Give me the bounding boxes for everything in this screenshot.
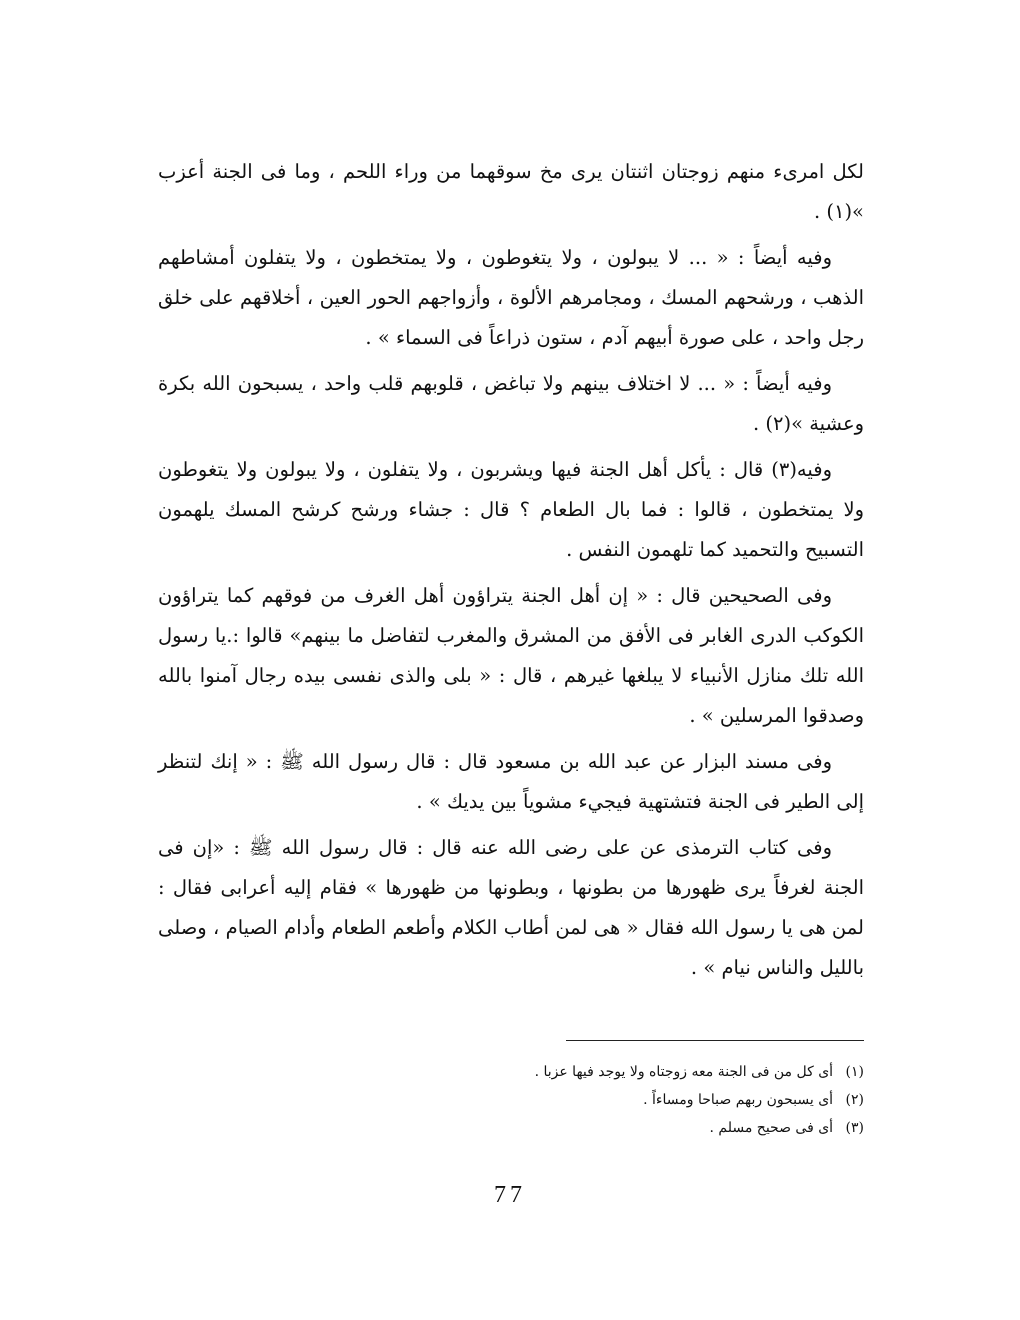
paragraph-6: وفى مسند البزار عن عبد الله بن مسعود قال : قال رسول الله ﷺ : « إنك لتنظر إلى الطير فى الجنة فتشتهية فيجيء مشوياً بين يديك » . bbox=[158, 750, 864, 813]
footnote-1 bbox=[300, 1058, 864, 1086]
footnote-text: أى فى صحيح مسلم . bbox=[709, 1120, 834, 1136]
paragraph-1: لكل امرىء منهم زوجتان اثنتان يرى مخ سوقهما من وراء اللحم ، وما فى الجنة أعزب »(١) . bbox=[158, 160, 864, 223]
paragraph-7: وفى كتاب الترمذى عن على رضى الله عنه قال : قال رسول الله ﷺ : «إن فى الجنة لغرفاً يرى ظهورها من بطونها ، وبطونها من ظهورها » فقام إليه أعرابى فقال : لمن هى يا رسول الله فقال « هى لمن أطاب الكلام وأطعم الطعام وأدام الصيام ، وصلى بالليل والناس نيام » . bbox=[158, 836, 864, 979]
footnote-separator bbox=[566, 1040, 864, 1041]
footnotes bbox=[300, 1058, 864, 1142]
paragraph-2: وفيه أيضاً : « ... لا يبولون ، ولا يتغوطون ، ولا يمتخطون ، ولا يتفلون أمشاطهم الذهب ، ورشحهم المسك ، ومجامرهم الألوة ، وأزواجهم الحور العين ، أخلاقهم على خلق رجل واحد ، على صورة أبيهم آدم ، ستون ذراعاً فى السماء » . bbox=[158, 246, 864, 349]
paragraph-5: وفى الصحيحين قال : « إن أهل الجنة يتراؤون أهل الغرف من فوقهم كما يتراؤون الكوكب الدرى الغابر فى الأفق من المشرق والمغرب لتفاضل ما بينهم» قالوا :.يا رسول الله تلك منازل الأنبياء لا يبلغها غيرهم ، قال : « بلى والذى نفسى بيده رجال آمنوا بالله وصدقوا المرسلين » . bbox=[158, 584, 864, 727]
main-text-block bbox=[158, 152, 864, 994]
footnote-number: (١) bbox=[845, 1064, 864, 1080]
paragraph-3: وفيه أيضاً : « ... لا اختلاف بينهم ولا تباغض ، قلوبهم قلب واحد ، يسبحون الله بكرة وعشية »(٢) . bbox=[158, 372, 864, 435]
footnote-2 bbox=[300, 1086, 864, 1114]
page-number: 77 bbox=[494, 1182, 526, 1208]
footnote-number: (٣) bbox=[845, 1120, 864, 1136]
footnote-text: أى يسبحون ربهم صباحا ومساءاً . bbox=[643, 1092, 834, 1108]
paragraph-4: وفيه(٣) قال : يأكل أهل الجنة فيها ويشربون ، ولا يتفلون ، ولا يبولون ولا يتغوطون ولا يمتخطون ، قالوا : فما بال الطعام ؟ قال : جشاء ورشح كرشح المسك يلهمون التسبيح والتحميد كما تلهمون النفس . bbox=[158, 458, 864, 561]
footnote-3 bbox=[300, 1114, 864, 1142]
footnote-text: أى كل من فى الجنة معه زوجتاه ولا يوجد فيها عزبا . bbox=[534, 1064, 834, 1080]
footnote-number: (٢) bbox=[845, 1092, 864, 1108]
